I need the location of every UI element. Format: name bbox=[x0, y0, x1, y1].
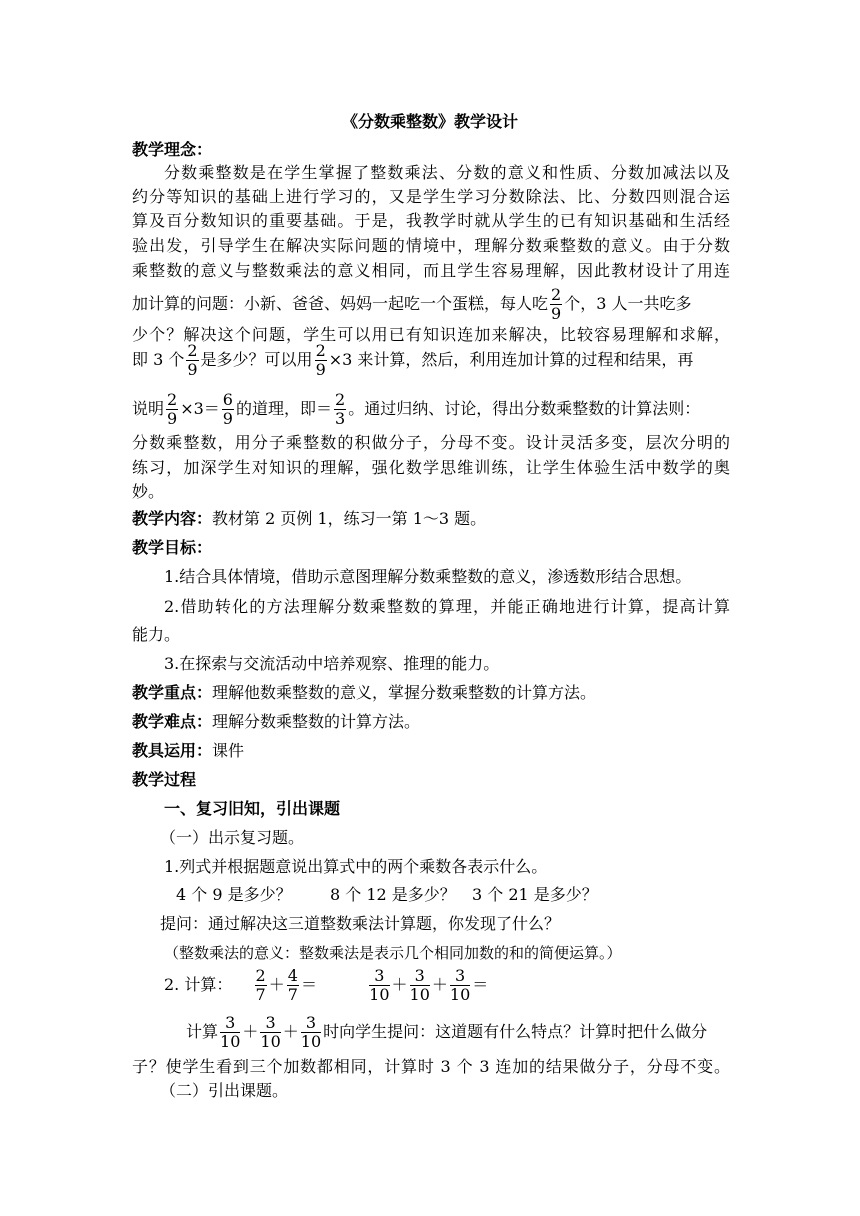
concept-line-2: 约分等知识的基础上进行学习的，又是学生学习分数除法、比、分数四则混合运 bbox=[132, 187, 730, 206]
tools-text: 课件 bbox=[212, 741, 245, 760]
key-point-heading: 教学重点： bbox=[132, 683, 213, 702]
fraction-two-ninths: $\frac{2}{9}$ bbox=[315, 341, 326, 379]
part-2-heading: （二）引出课题。 bbox=[160, 1081, 289, 1100]
goal-2: 2.借助转化的方法理解分数乘整数的算理，并能正确地进行计算，提高计算 bbox=[164, 597, 730, 616]
fraction-three-tenths: $\frac{3}{10}$ bbox=[220, 1013, 241, 1051]
goal-1: 1.结合具体情境，借助示意图理解分数乘整数的意义，渗透数形结合思想。 bbox=[164, 567, 692, 586]
concept-line-11: 练习，加深学生对知识的理解，强化数学思维训练，让学生体验生活中数学的奥 bbox=[132, 458, 730, 477]
question-1a: 4 个 9 是多少？ bbox=[176, 885, 292, 904]
concept-line-9: 说明 $\frac{2}{9}$ ×3＝ $\frac{6}{9}$ 的道理，即＝ $\frac{2}{3}$ 。通过归纳、讨论，得出分数乘整数的计算法则： bbox=[132, 390, 701, 428]
concept-line-6b: 个，3 人一共吃多 bbox=[564, 294, 692, 313]
question-1b: 8 个 12 是多少？ bbox=[330, 885, 456, 904]
concept-line-5: 乘整数的意义与整数乘法的意义相同，而且学生容易理解，因此教材设计了用连 bbox=[132, 261, 730, 280]
fraction-two-ninths: $\frac{2}{9}$ bbox=[167, 390, 178, 428]
concept-line-3: 算及百分数知识的重要基础。于是，我教学时就从学生的已有知识基础和生活经 bbox=[132, 211, 730, 230]
fraction-two-ninths: $\frac{2}{9}$ bbox=[551, 285, 562, 323]
goal-2-cont: 能力。 bbox=[132, 625, 181, 644]
concept-line-6a: 加计算的问题：小新、爸爸、妈妈一起吃一个蛋糕，每人吃 bbox=[132, 294, 549, 313]
fraction-three-tenths: $\frac{3}{10}$ bbox=[449, 966, 471, 1004]
question-1c: 3 个 21 是多少？ bbox=[472, 885, 598, 904]
tools-heading: 教具运用： bbox=[132, 741, 213, 760]
difficulty-text: 理解分数乘整数的计算方法。 bbox=[212, 712, 421, 731]
concept-line-8: 即 3 个 $\frac{2}{9}$ 是多少？可以用 $\frac{2}{9}$ ×3 来计算，然后，利用连加计算的过程和结果，再 bbox=[132, 341, 694, 379]
tools-line bbox=[132, 741, 730, 761]
question-1: 1.列式并根据题意说出算式中的两个乘数各表示什么。 bbox=[164, 857, 548, 876]
goal-3: 3.在探索与交流活动中培养观察、推理的能力。 bbox=[164, 654, 500, 673]
difficulty-heading: 教学难点： bbox=[132, 712, 213, 731]
fraction-three-tenths: $\frac{3}{10}$ bbox=[300, 1013, 322, 1051]
multiplication-note: （整数乘法的意义：整数乘法是表示几个相同加数的和的简便运算。） bbox=[164, 944, 622, 962]
key-point-line bbox=[132, 683, 730, 703]
fraction-two-thirds: $\frac{2}{3}$ bbox=[335, 390, 346, 428]
fraction-three-tenths: $\frac{3}{10}$ bbox=[409, 966, 430, 1004]
fraction-four-sevenths: $\frac{4}{7}$ bbox=[287, 966, 298, 1004]
section-1-heading: 一、复习旧知，引出课题 bbox=[164, 799, 341, 818]
concept-line-1: 分数乘整数是在学生掌握了整数乘法、分数的意义和性质、分数加减法以及 bbox=[164, 163, 730, 182]
process-heading: 教学过程 bbox=[132, 770, 197, 789]
content-heading: 教学内容： bbox=[132, 509, 213, 528]
fraction-three-tenths: $\frac{3}{10}$ bbox=[369, 966, 390, 1004]
content-text: 教材第 2 页例 1，练习一第 1～3 题。 bbox=[212, 509, 487, 528]
concept-line-10: 分数乘整数，用分子乘整数的积做分子，分母不变。设计灵活多变，层次分明的 bbox=[132, 433, 730, 452]
content-line bbox=[132, 509, 730, 529]
goals-heading: 教学目标： bbox=[132, 538, 213, 557]
fraction-six-ninths: $\frac{6}{9}$ bbox=[222, 390, 233, 428]
concept-line-12: 妙。 bbox=[132, 482, 165, 501]
question-2-line: 2. 计算： $\frac{2}{7}$ ＋ $\frac{4}{7}$ ＝ $\frac{3}{10}$ ＋ $\frac{3}{10}$ ＋ $\frac{3}{10}$ ＝ bbox=[164, 966, 489, 1004]
fraction-two-ninths: $\frac{2}{9}$ bbox=[187, 341, 198, 379]
question-2-label: 2. 计算： bbox=[164, 975, 233, 994]
part-1-heading: （一）出示复习题。 bbox=[160, 828, 305, 847]
fraction-three-tenths: $\frac{3}{10}$ bbox=[260, 1013, 281, 1051]
concept-heading: 教学理念： bbox=[132, 140, 213, 159]
fraction-two-sevenths: $\frac{2}{7}$ bbox=[255, 966, 266, 1004]
difficulty-line bbox=[132, 712, 730, 732]
concept-line-7: 少个？解决这个问题，学生可以用已有知识连加来解决，比较容易理解和求解， bbox=[132, 325, 730, 344]
document-title: 《分数乘整数》教学设计 bbox=[341, 112, 518, 131]
concept-line-6 bbox=[132, 284, 730, 324]
prompt-question: 提问：通过解决这三道整数乘法计算题，你发现了什么？ bbox=[160, 914, 561, 933]
compute-line: 计算 $\frac{3}{10}$ ＋ $\frac{3}{10}$ ＋ $\frac{3}{10}$ 时向学生提问：这道题有什么特点？计算时把什么做分 bbox=[186, 1013, 708, 1051]
key-point-text: 理解他数乘整数的意义，掌握分数乘整数的计算方法。 bbox=[212, 683, 597, 702]
compute-line-2: 子？使学生看到三个加数都相同，计算时 3 个 3 连加的结果做分子，分母不变。 bbox=[132, 1057, 730, 1076]
concept-line-4: 验出发，引导学生在解决实际问题的情境中，理解分数乘整数的意义。由于分数 bbox=[132, 236, 730, 255]
